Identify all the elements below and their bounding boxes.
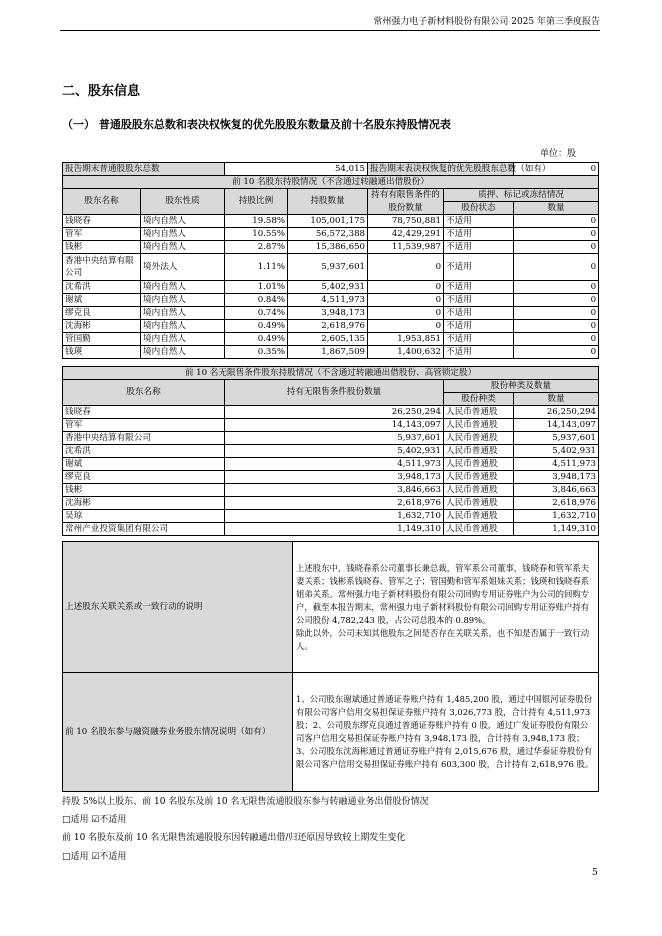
restricted-qty: 0 <box>368 307 444 320</box>
col-name: 股东名称 <box>63 189 141 215</box>
pledge-status: 不适用 <box>444 320 514 333</box>
margin-label: 前 10 名股东参与融资融券业务股东情况说明（如有） <box>63 673 293 792</box>
col-pledge-qty: 数量 <box>514 202 599 215</box>
holding-ratio: 1.11% <box>225 254 288 281</box>
shareholder-name: 管国勤 <box>63 333 141 346</box>
unrestricted-shareholders-table <box>62 366 599 536</box>
holding-ratio: 0.49% <box>225 333 288 346</box>
col-pledge-group: 质押、标记或冻结情况 <box>444 189 599 202</box>
table-row <box>63 254 599 281</box>
u-share-type: 人民币普通股 <box>444 523 514 536</box>
u-holding-qty: 5,937,601 <box>225 432 444 445</box>
top10-header-row <box>63 189 599 202</box>
col-u-type-group: 股份种类及数量 <box>444 380 599 393</box>
explanation-table <box>62 541 599 792</box>
holding-qty: 5,937,601 <box>288 254 368 281</box>
summary-row <box>63 163 599 176</box>
unit-label: 单位：股 <box>540 149 577 159</box>
holding-ratio: 0.49% <box>225 320 288 333</box>
top10-caption-row <box>63 176 599 189</box>
u-shareholder-name: 缪克良 <box>63 471 225 484</box>
change-option: □适用 ☑不适用 <box>62 852 127 862</box>
col-u-type: 股份种类 <box>444 393 514 406</box>
u-type-qty: 5,937,601 <box>514 432 599 445</box>
u-holding-qty: 2,618,976 <box>225 497 444 510</box>
table-row <box>63 307 599 320</box>
u-type-qty: 5,402,931 <box>514 445 599 458</box>
pledge-status: 不适用 <box>444 241 514 254</box>
restricted-qty: 0 <box>368 254 444 281</box>
col-qty: 持股数量 <box>288 189 368 215</box>
u-holding-qty: 1,149,310 <box>225 523 444 536</box>
shareholder-name: 缪克良 <box>63 307 141 320</box>
table-row <box>63 523 599 536</box>
holding-qty: 1,867,509 <box>288 346 368 359</box>
u-type-qty: 2,618,976 <box>514 497 599 510</box>
restricted-qty: 11,539,987 <box>368 241 444 254</box>
u-share-type: 人民币普通股 <box>444 406 514 419</box>
col-nature: 股东性质 <box>141 189 225 215</box>
unrestricted-header-row <box>63 380 599 393</box>
pledge-status: 不适用 <box>444 294 514 307</box>
pledge-status: 不适用 <box>444 281 514 294</box>
col-u-name: 股东名称 <box>63 380 225 406</box>
u-shareholder-name: 谢斌 <box>63 458 225 471</box>
u-shareholder-name: 沈海彬 <box>63 497 225 510</box>
u-type-qty: 3,948,173 <box>514 471 599 484</box>
report-header: 常州强力电子新材料股份有限公司 2025 年第三季度报告 <box>373 17 600 27</box>
section-title: 二、股东信息 <box>62 84 141 99</box>
shareholder-nature: 境内自然人 <box>141 320 225 333</box>
table-row <box>63 320 599 333</box>
shareholder-nature: 境内自然人 <box>141 241 225 254</box>
relation-text-cell <box>293 542 599 673</box>
holding-ratio: 19.58% <box>225 215 288 228</box>
pledge-qty: 0 <box>514 241 599 254</box>
table-row <box>63 497 599 510</box>
holding-ratio: 0.35% <box>225 346 288 359</box>
u-type-qty: 26,250,294 <box>514 406 599 419</box>
table-row <box>63 215 599 228</box>
lending-option: □适用 ☑不适用 <box>62 815 127 825</box>
restricted-qty: 78,750,881 <box>368 215 444 228</box>
table-row <box>63 484 599 497</box>
u-shareholder-name: 常州产业投资集团有限公司 <box>63 523 225 536</box>
u-share-type: 人民币普通股 <box>444 497 514 510</box>
table-row <box>63 419 599 432</box>
table-row <box>63 432 599 445</box>
table-row <box>63 406 599 419</box>
shareholder-name: 管军 <box>63 228 141 241</box>
u-holding-qty: 5,402,931 <box>225 445 444 458</box>
pledge-qty: 0 <box>514 281 599 294</box>
pledge-status: 不适用 <box>444 333 514 346</box>
u-share-type: 人民币普通股 <box>444 445 514 458</box>
holding-ratio: 0.74% <box>225 307 288 320</box>
shareholder-name: 钱瑛 <box>63 346 141 359</box>
u-holding-qty: 1,632,710 <box>225 510 444 523</box>
u-shareholder-name: 管军 <box>63 419 225 432</box>
holding-qty: 2,605,135 <box>288 333 368 346</box>
pledge-status: 不适用 <box>444 254 514 281</box>
col-restricted: 持有有限售条件的股份数量 <box>368 189 444 215</box>
header-divider <box>60 30 600 31</box>
u-type-qty: 1,149,310 <box>514 523 599 536</box>
subsection-title: （一） 普通股股东总数和表决权恢复的优先股股东数量及前十名股东持股情况表 <box>62 118 451 131</box>
restricted-qty: 1,953,851 <box>368 333 444 346</box>
pledge-qty: 0 <box>514 320 599 333</box>
holding-ratio: 10.55% <box>225 228 288 241</box>
pledge-qty: 0 <box>514 228 599 241</box>
u-shareholder-name: 香港中央结算有限公司 <box>63 432 225 445</box>
restricted-qty: 0 <box>368 294 444 307</box>
col-u-type-qty: 数量 <box>514 393 599 406</box>
holding-qty: 56,572,388 <box>288 228 368 241</box>
holding-ratio: 0.84% <box>225 294 288 307</box>
shareholder-name: 钱彬 <box>63 241 141 254</box>
restricted-qty: 1,400,632 <box>368 346 444 359</box>
top10-shareholders-table <box>62 162 599 359</box>
table-row <box>63 241 599 254</box>
relation-label: 上述股东关联关系或一致行动的说明 <box>63 542 293 673</box>
holding-qty: 3,948,173 <box>288 307 368 320</box>
restricted-qty: 0 <box>368 281 444 294</box>
u-shareholder-name: 沈希洪 <box>63 445 225 458</box>
holding-qty: 15,386,650 <box>288 241 368 254</box>
shareholder-name: 谢斌 <box>63 294 141 307</box>
u-share-type: 人民币普通股 <box>444 458 514 471</box>
relation-text-2: 除此以外，公司未知其他股东之间是否存在关联关系，也不知是否属于一致行动人。 <box>296 627 590 651</box>
table-row <box>63 281 599 294</box>
pledge-status: 不适用 <box>444 228 514 241</box>
shareholder-nature: 境内自然人 <box>141 281 225 294</box>
pledge-status: 不适用 <box>444 346 514 359</box>
table-row <box>63 471 599 484</box>
table-row <box>63 445 599 458</box>
margin-text: 1、公司股东谢斌通过普通证券账户持有 1,485,200 股，通过中国银河证券股份有限公司客户信用交易担保证券账户持有 3,026,773 股，合计持有 4,511,973 股；2、公司股东缪克良通过普通证券账户持有 0 股，通过广发证券股份有限公司客户信用交易担保证券账户持有 3,948,173 股，合计持有 3,948,173 股；3、公司股东沈海彬通过普通证券账户持有 2,015,676 股，通过华泰证券股份有限公司客户信用交易担保证券账户持有 603,300 股，合计持有 2,618,976 股。 <box>293 673 599 792</box>
lending-note: 持股 5%以上股东、前 10 名股东及前 10 名无限售流通股股东参与转融通业务出借股份情况 <box>62 797 429 807</box>
pledge-qty: 0 <box>514 346 599 359</box>
unrestricted-caption-row <box>63 367 599 380</box>
pledge-qty: 0 <box>514 333 599 346</box>
shareholder-name: 沈海彬 <box>63 320 141 333</box>
holding-qty: 2,618,976 <box>288 320 368 333</box>
margin-row <box>63 673 599 792</box>
page-number: 5 <box>592 868 598 878</box>
pledge-status: 不适用 <box>444 307 514 320</box>
shareholder-nature: 境内自然人 <box>141 228 225 241</box>
shareholder-name: 香港中央结算有限公司 <box>63 254 141 281</box>
u-holding-qty: 3,846,663 <box>225 484 444 497</box>
shareholder-name: 钱晓春 <box>63 215 141 228</box>
shareholder-nature: 境外法人 <box>141 254 225 281</box>
table-row <box>63 228 599 241</box>
holding-qty: 4,511,973 <box>288 294 368 307</box>
u-type-qty: 4,511,973 <box>514 458 599 471</box>
pledge-qty: 0 <box>514 294 599 307</box>
shareholder-nature: 境内自然人 <box>141 294 225 307</box>
u-shareholder-name: 钱晓春 <box>63 406 225 419</box>
table-row <box>63 333 599 346</box>
holding-qty: 105,001,175 <box>288 215 368 228</box>
top10-caption: 前 10 名股东持股情况（不含通过转融通出借股份） <box>63 176 599 189</box>
restricted-qty: 42,429,291 <box>368 228 444 241</box>
u-type-qty: 1,632,710 <box>514 510 599 523</box>
u-share-type: 人民币普通股 <box>444 432 514 445</box>
table-row <box>63 294 599 307</box>
holding-ratio: 2.87% <box>225 241 288 254</box>
change-note: 前 10 名股东及前 10 名无限售流通股股东因转融通出借/归还原因导致较上期发生变化 <box>62 833 406 843</box>
u-share-type: 人民币普通股 <box>444 484 514 497</box>
common-holders-label: 报告期末普通股股东总数 <box>63 163 225 176</box>
u-holding-qty: 4,511,973 <box>225 458 444 471</box>
shareholder-name: 沈希洪 <box>63 281 141 294</box>
u-type-qty: 14,143,097 <box>514 419 599 432</box>
pledge-qty: 0 <box>514 254 599 281</box>
u-holding-qty: 26,250,294 <box>225 406 444 419</box>
relation-text: 上述股东中，钱晓春系公司董事长兼总裁，管军系公司董事，钱晓春和管军系夫妻关系；钱彬系钱晓春、管军之子；管国勤和管军系姐妹关系；钱瑛和钱晓春系姐弟关系。常州强力电子新材料股份有限公司回购专用证券账户为公司的回购专户，截至本报告期末，常州强力电子新材料股份有限公司回购专用证券账户持有公司股份 4,782,243 股，占公司总股本的 0.89%。 <box>296 562 590 625</box>
u-type-qty: 3,846,663 <box>514 484 599 497</box>
u-share-type: 人民币普通股 <box>444 471 514 484</box>
pledge-status: 不适用 <box>444 215 514 228</box>
holding-qty: 5,402,931 <box>288 281 368 294</box>
col-ratio: 持股比例 <box>225 189 288 215</box>
u-share-type: 人民币普通股 <box>444 510 514 523</box>
preferred-holders-label: 报告期末表决权恢复的优先股股东总数（如有） <box>368 163 514 176</box>
shareholder-nature: 境内自然人 <box>141 215 225 228</box>
shareholder-nature: 境内自然人 <box>141 307 225 320</box>
shareholder-nature: 境内自然人 <box>141 333 225 346</box>
table-row <box>63 458 599 471</box>
table-row <box>63 346 599 359</box>
u-share-type: 人民币普通股 <box>444 419 514 432</box>
shareholder-nature: 境内自然人 <box>141 346 225 359</box>
col-u-qty: 持有无限售条件股份数量 <box>225 380 444 406</box>
unrestricted-caption: 前 10 名无限售条件股东持股情况（不含通过转融通出借股份、高管锁定股） <box>63 367 599 380</box>
col-pledge-status: 股份状态 <box>444 202 514 215</box>
u-shareholder-name: 钱彬 <box>63 484 225 497</box>
relation-row <box>63 542 599 673</box>
u-holding-qty: 14,143,097 <box>225 419 444 432</box>
u-shareholder-name: 吴琼 <box>63 510 225 523</box>
holding-ratio: 1.01% <box>225 281 288 294</box>
table-row <box>63 510 599 523</box>
common-holders-value: 54,015 <box>225 163 368 176</box>
u-holding-qty: 3,948,173 <box>225 471 444 484</box>
preferred-holders-value: 0 <box>514 163 599 176</box>
restricted-qty: 0 <box>368 320 444 333</box>
pledge-qty: 0 <box>514 307 599 320</box>
pledge-qty: 0 <box>514 215 599 228</box>
